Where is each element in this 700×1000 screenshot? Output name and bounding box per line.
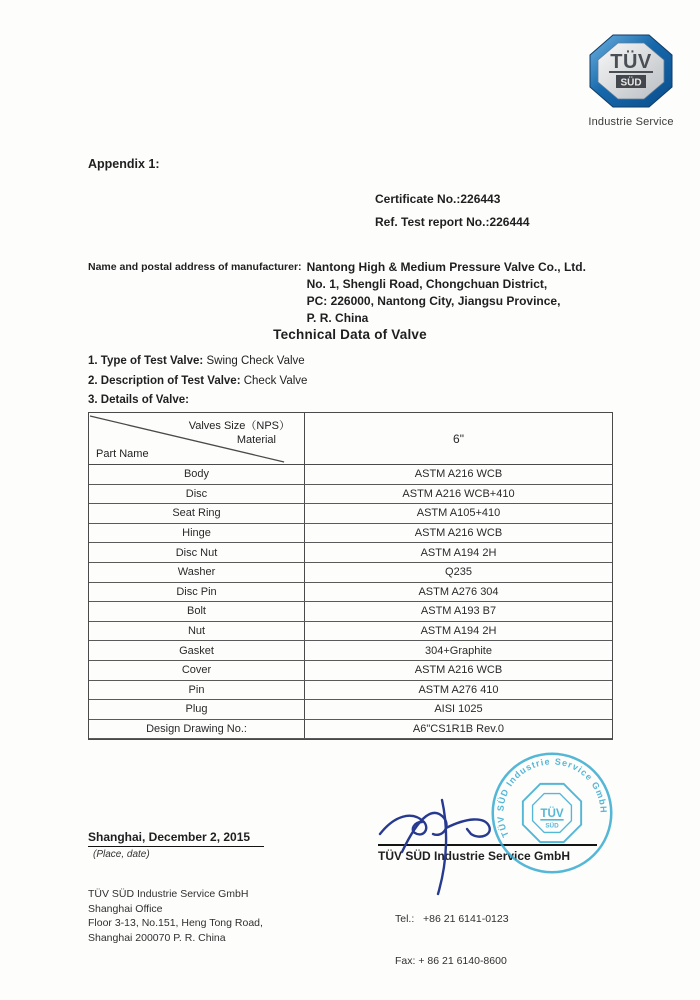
corner-label-part-name: Part Name <box>96 448 149 460</box>
table-row <box>89 720 612 740</box>
part-name-cell: Disc <box>89 485 305 504</box>
corner-label-valve-size: Valves Size（NPS） <box>188 420 290 432</box>
valve-details-table <box>88 412 613 740</box>
svg-text:SÜD: SÜD <box>545 822 559 830</box>
material-cell: 304+Graphite <box>425 644 492 657</box>
corner-label-material: Material <box>236 434 276 446</box>
manufacturer-address-line: PC: 226000, Nantong City, Jiangsu Province, <box>306 294 561 308</box>
signing-company: TÜV SÜD Industrie Service GmbH <box>378 849 571 863</box>
material-cell: ASTM A276 304 <box>418 585 499 598</box>
part-name-cell: Pin <box>89 681 305 700</box>
ref-test-report-number: Ref. Test report No.:226444 <box>375 215 530 229</box>
table-row <box>89 602 612 622</box>
part-name-cell: Disc Pin <box>89 583 305 602</box>
document-title: Technical Data of Valve <box>273 327 427 342</box>
part-name-cell: Nut <box>89 622 305 641</box>
material-cell: ASTM A193 B7 <box>420 605 497 618</box>
part-name-cell: Washer <box>89 563 305 582</box>
svg-text:TÜV SÜD Industrie Service GmbH: TÜV SÜD Industrie Service GmbH <box>495 756 609 839</box>
footer-fax: Fax: + 86 21 6140-8600 <box>395 955 507 967</box>
svg-text:SÜD: SÜD <box>620 77 642 89</box>
footer-address-line: Shanghai 200070 P. R. China <box>88 931 226 944</box>
table-size-value-cell: 6" <box>453 431 464 446</box>
footer-contact <box>395 884 509 996</box>
table-row <box>89 465 612 485</box>
table-row <box>89 661 612 681</box>
svg-text:TÜV: TÜV <box>610 51 652 73</box>
table-row <box>89 485 612 505</box>
part-name-cell: Design Drawing No.: <box>89 720 305 739</box>
material-cell: ASTM A194 2H <box>420 625 497 638</box>
table-row <box>89 543 612 563</box>
place-date: Shanghai, December 2, 2015 <box>88 830 264 847</box>
part-name-cell: Disc Nut <box>89 543 305 562</box>
footer-address-line: TÜV SÜD Industrie Service GmbH <box>88 888 249 900</box>
spec-item: 3. Details of Valve: <box>88 394 189 406</box>
manufacturer-address-line: No. 1, Shengli Road, Chongchuan District, <box>306 277 548 291</box>
spec-item: 2. Description of Test Valve: Check Valve <box>88 374 308 387</box>
table-row <box>89 622 612 642</box>
material-cell: ASTM A194 2H <box>420 546 497 559</box>
material-cell: ASTM A216 WCB <box>414 468 503 481</box>
footer-tel: Tel.: +86 21 6141-0123 <box>395 913 509 925</box>
part-name-cell: Seat Ring <box>89 504 305 523</box>
part-name-cell: Gasket <box>89 641 305 660</box>
place-date-caption: (Place, date) <box>93 849 150 860</box>
manufacturer-address-line: P. R. China <box>306 311 369 325</box>
table-row <box>89 641 612 661</box>
table-row <box>89 563 612 583</box>
table-row <box>89 583 612 603</box>
table-row <box>89 700 612 720</box>
spec-item: 1. Type of Test Valve: Swing Check Valve <box>88 355 305 367</box>
part-name-cell: Cover <box>89 661 305 680</box>
part-name-cell: Bolt <box>89 602 305 621</box>
table-row <box>89 681 612 701</box>
material-cell: ASTM A216 WCB+410 <box>402 487 515 500</box>
table-header-row <box>89 413 612 465</box>
table-row <box>89 504 612 524</box>
material-cell: ASTM A276 410 <box>418 683 499 696</box>
table-row <box>89 524 612 544</box>
footer-address <box>88 887 263 945</box>
table-corner-cell <box>89 413 305 464</box>
spec-items <box>88 352 307 411</box>
manufacturer-address <box>307 259 586 327</box>
material-cell: ASTM A216 WCB <box>414 664 503 677</box>
part-name-cell: Hinge <box>89 524 305 543</box>
manufacturer-block <box>88 259 648 327</box>
material-cell: ASTM A105+410 <box>416 507 501 520</box>
manufacturer-address-line: Nantong High & Medium Pressure Valve Co., Ltd. <box>306 260 586 274</box>
manufacturer-label: Name and postal address of manufacturer: <box>88 260 302 273</box>
appendix-label: Appendix 1: <box>88 157 160 171</box>
tuv-sud-logo <box>586 34 676 128</box>
handwritten-signature <box>372 772 562 897</box>
logo-caption: Industrie Service <box>588 116 674 128</box>
part-name-cell: Plug <box>89 700 305 719</box>
certificate-number: Certificate No.:226443 <box>375 192 501 206</box>
svg-text:TÜV: TÜV <box>540 806 564 820</box>
material-cell: AISI 1025 <box>434 703 483 716</box>
footer-address-line: Floor 3-13, No.151, Heng Tong Road, <box>88 917 263 929</box>
material-cell: A6"CS1R1B Rev.0 <box>412 723 505 736</box>
tuv-sud-octagon-icon <box>589 34 673 108</box>
material-cell: ASTM A216 WCB <box>414 527 503 540</box>
footer-address-line: Shanghai Office <box>88 902 163 915</box>
material-cell: Q235 <box>445 566 472 579</box>
part-name-cell: Body <box>89 465 305 484</box>
